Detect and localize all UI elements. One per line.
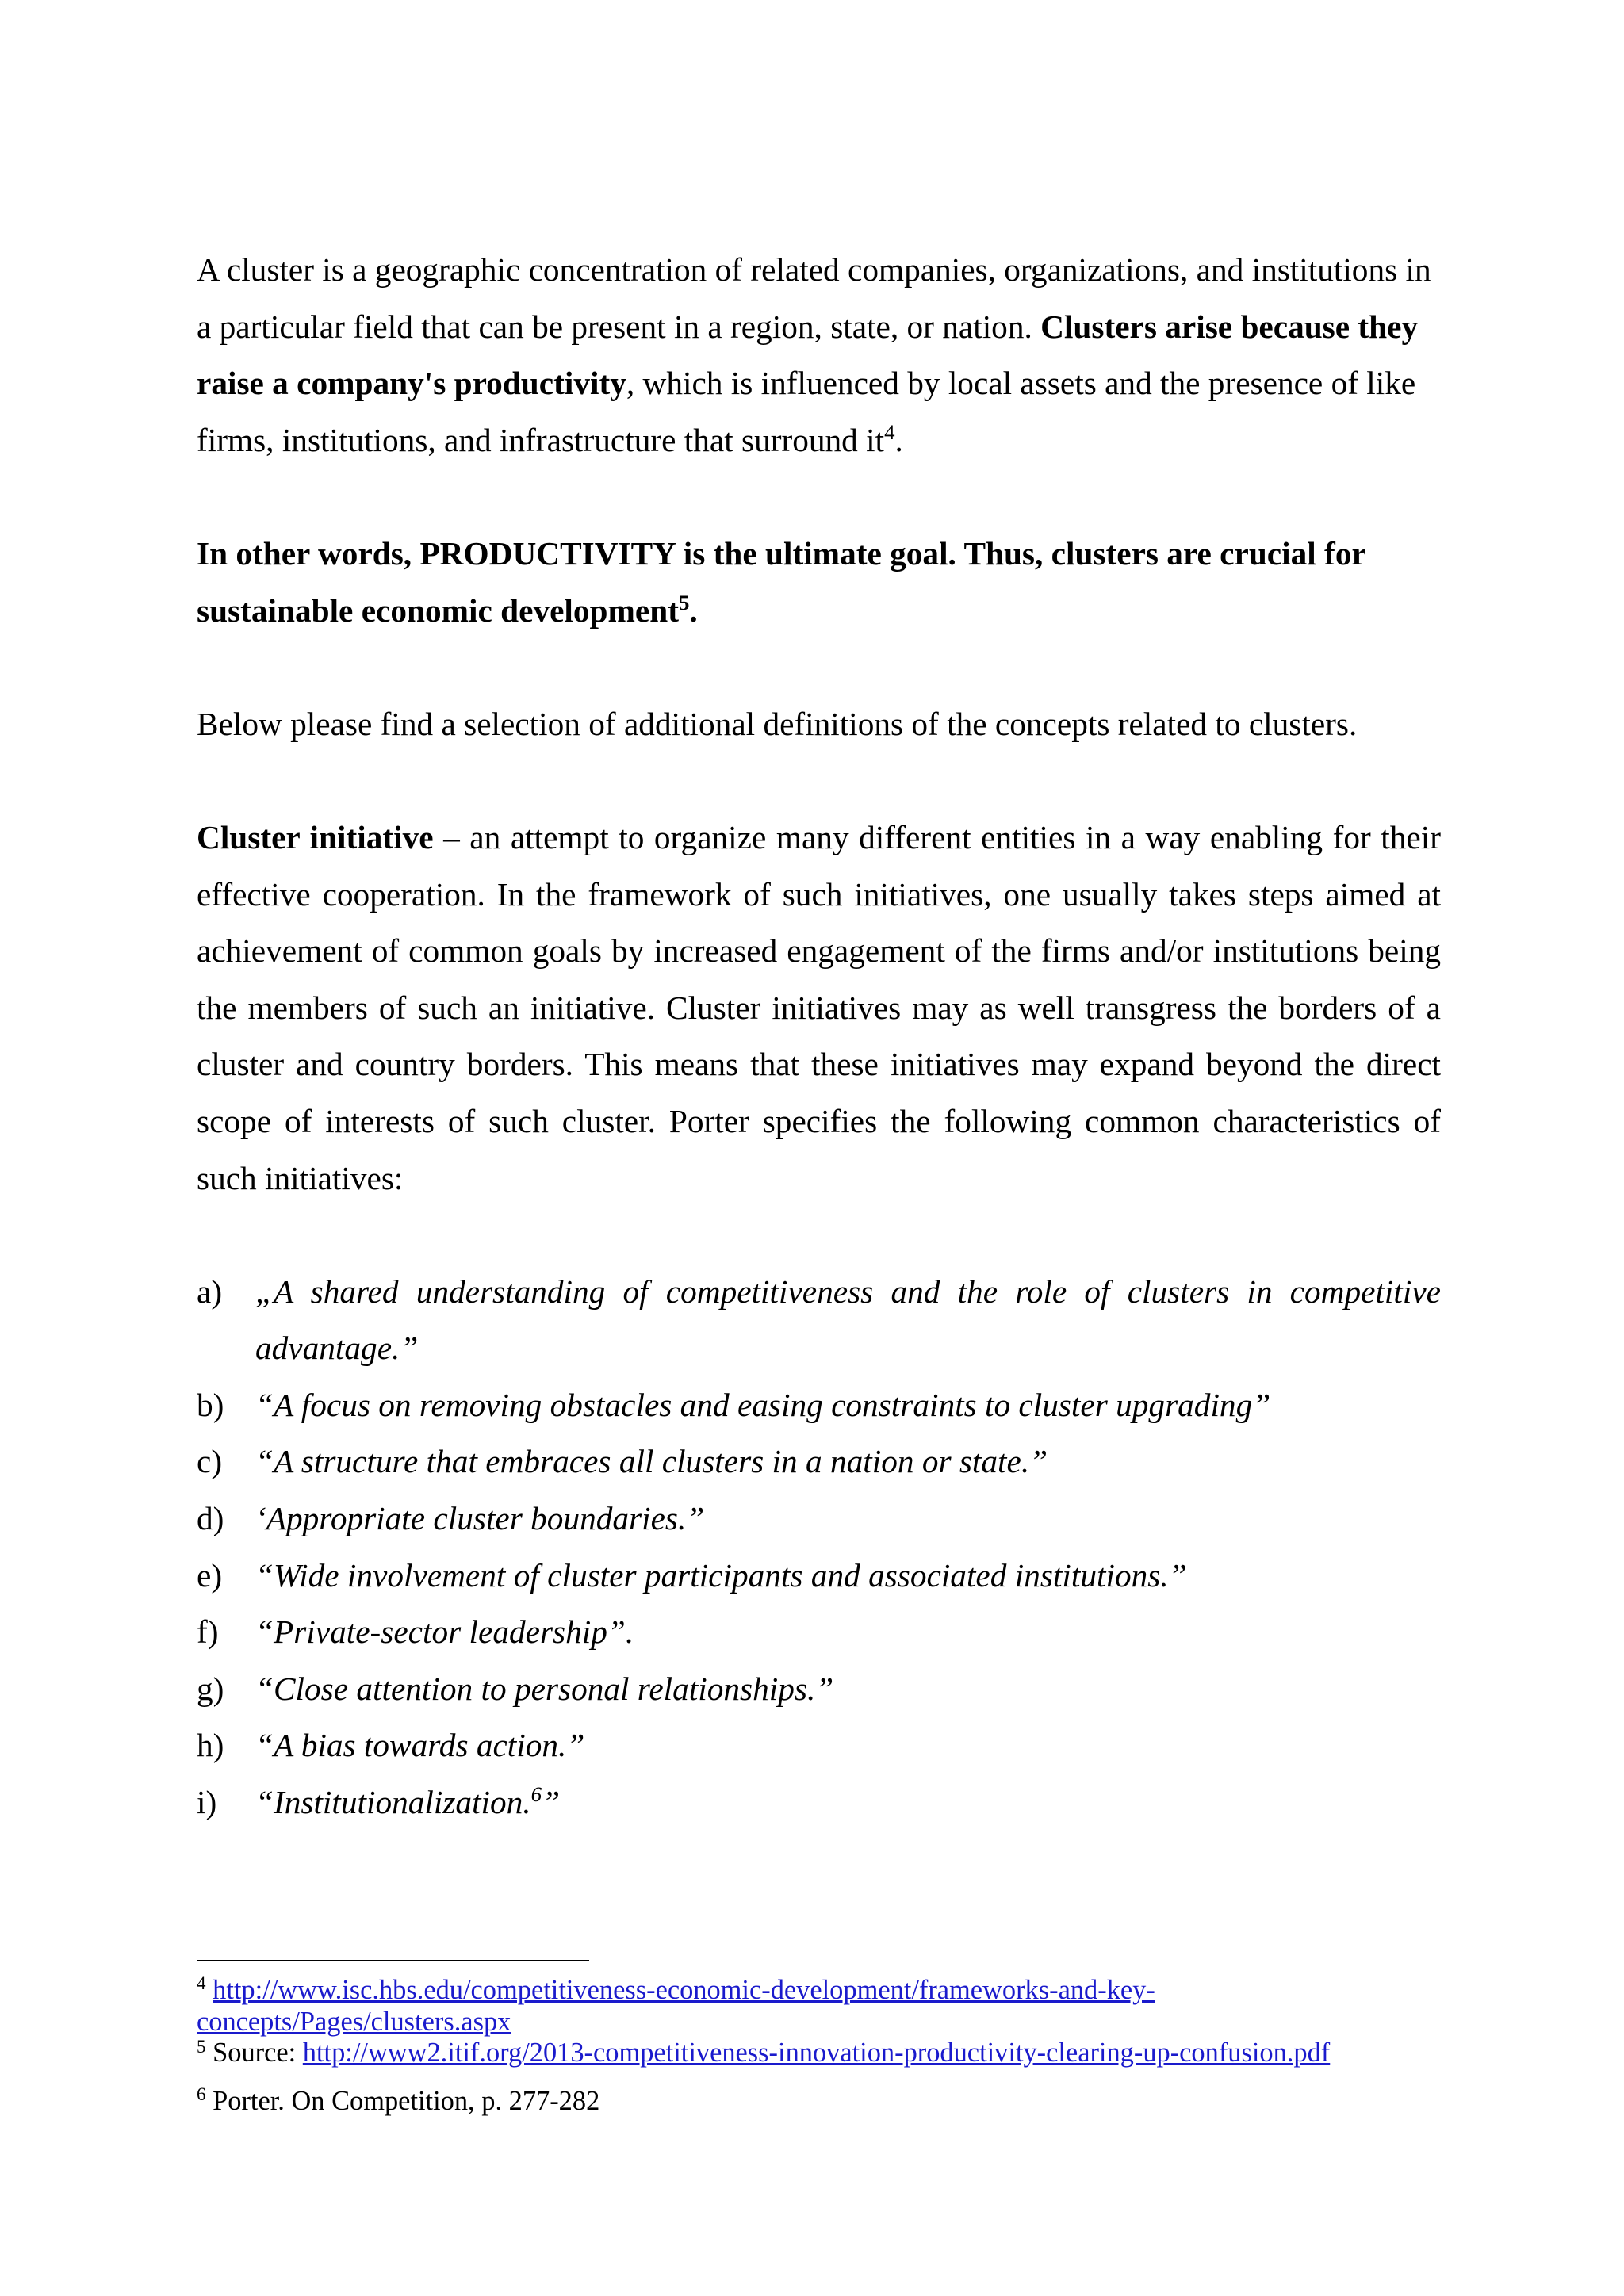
list-item-text: “Private-sector leadership”. bbox=[255, 1613, 634, 1651]
footnote-4 bbox=[197, 1975, 1208, 2038]
list-item-label: d) bbox=[197, 1500, 224, 1537]
list-item bbox=[197, 1264, 1441, 1377]
list-item bbox=[197, 1548, 1441, 1605]
list-item-label: g) bbox=[197, 1670, 224, 1707]
list-item-label: b) bbox=[197, 1386, 224, 1423]
list-item-text bbox=[255, 1774, 1441, 1831]
footnote-marker: 4 bbox=[197, 1973, 206, 1994]
list-item-label: e) bbox=[197, 1556, 223, 1594]
list-item-label: h) bbox=[197, 1727, 224, 1764]
paragraph-cluster-initiative bbox=[197, 809, 1441, 1207]
footnote-link[interactable]: http://www.isc.hbs.edu/competitiveness-economic-development/frameworks-and-key-concepts/Pages/clusters.aspx bbox=[197, 1975, 1155, 2037]
characteristics-list bbox=[197, 1264, 1441, 1831]
document-body bbox=[197, 242, 1441, 1831]
list-item-text: “A focus on removing obstacles and easing constraints to cluster upgrading” bbox=[255, 1386, 1271, 1423]
paragraph-text: , which is influenced by local assets and the presence of like firms, institutions, and infrastructure that surround it bbox=[197, 365, 1416, 458]
footnotes bbox=[197, 1960, 1441, 2117]
paragraph-text: – an attempt to organize many different entities in a way enabling for their effective cooperation. In the framework of such initiatives, one usually takes steps aimed at achievement of common goals by increased engagement of the firms and/or institutions being the members of such an initiative. Cluster initiatives may as well transgress the borders of a cluster and country borders. This means that these initiatives may expand beyond the direct scope of interests of such cluster. Porter specifies the following common characteristics of such initiatives: bbox=[197, 818, 1441, 1196]
paragraph-productivity-goal bbox=[197, 526, 1441, 639]
list-item bbox=[197, 1774, 1441, 1831]
footnote-marker: 5 bbox=[197, 2035, 206, 2057]
list-item-text: “Close attention to personal relationships.” bbox=[255, 1670, 834, 1707]
footnote-separator bbox=[197, 1960, 589, 1961]
list-item bbox=[197, 1433, 1441, 1490]
emphasized-text: . bbox=[689, 591, 698, 629]
emphasized-paragraph bbox=[197, 535, 1365, 629]
list-item-label: f) bbox=[197, 1613, 219, 1651]
list-item-text-closing-quote: ” bbox=[542, 1784, 561, 1821]
list-item-text: “A structure that embraces all clusters in a nation or state.” bbox=[255, 1443, 1048, 1480]
paragraph-text: A cluster is a geographic concentration of related companies, organizations, and institutions in a particular field that can be present in a region, state, or nation. bbox=[197, 251, 1431, 345]
list-item-text: “A bias towards action.” bbox=[255, 1727, 585, 1764]
paragraph-definitions-intro: Below please find a selection of additional definitions of the concepts related to clusters. bbox=[197, 705, 1358, 742]
footnote-reference: 4 bbox=[884, 420, 895, 445]
list-item bbox=[197, 1661, 1441, 1718]
paragraph-cluster-definition bbox=[197, 242, 1441, 469]
defined-term: Cluster initiative bbox=[197, 818, 434, 855]
list-item-text: ‘Appropriate cluster boundaries.” bbox=[255, 1500, 705, 1537]
footnote-marker: 6 bbox=[197, 2084, 206, 2105]
list-item bbox=[197, 1717, 1441, 1774]
list-item-text: “Wide involvement of cluster participants and associated institutions.” bbox=[255, 1556, 1187, 1594]
list-item bbox=[197, 1604, 1441, 1661]
footnote-6 bbox=[197, 2086, 1441, 2118]
list-item bbox=[197, 1490, 1441, 1548]
footnote-prefix: Source: bbox=[213, 2038, 297, 2068]
list-item-label: i) bbox=[197, 1784, 217, 1821]
paragraph-text: . bbox=[894, 421, 903, 458]
footnote-reference: 6 bbox=[530, 1782, 542, 1807]
footnote-5 bbox=[197, 2035, 1441, 2069]
list-item-text-main: “Institutionalization. bbox=[255, 1784, 531, 1821]
list-item-label: c) bbox=[197, 1443, 223, 1480]
emphasized-text: Clusters arise because they raise a company's productivity bbox=[197, 308, 1419, 402]
footnote-link[interactable]: http://www2.itif.org/2013-competitiveness-innovation-productivity-clearing-up-confusion.pdf bbox=[302, 2038, 1331, 2068]
list-item bbox=[197, 1377, 1441, 1434]
list-item-label: a) bbox=[197, 1272, 223, 1310]
footnote-reference: 5 bbox=[678, 590, 690, 614]
emphasized-text: In other words, PRODUCTIVITY is the ultimate goal. Thus, clusters are crucial for sustainable economic development bbox=[197, 534, 1366, 629]
footnote-text: Porter. On Competition, p. 277-282 bbox=[213, 2085, 600, 2116]
list-item-text: „A shared understanding of competitiveness and the role of clusters in competitive advantage.” bbox=[255, 1272, 1441, 1367]
